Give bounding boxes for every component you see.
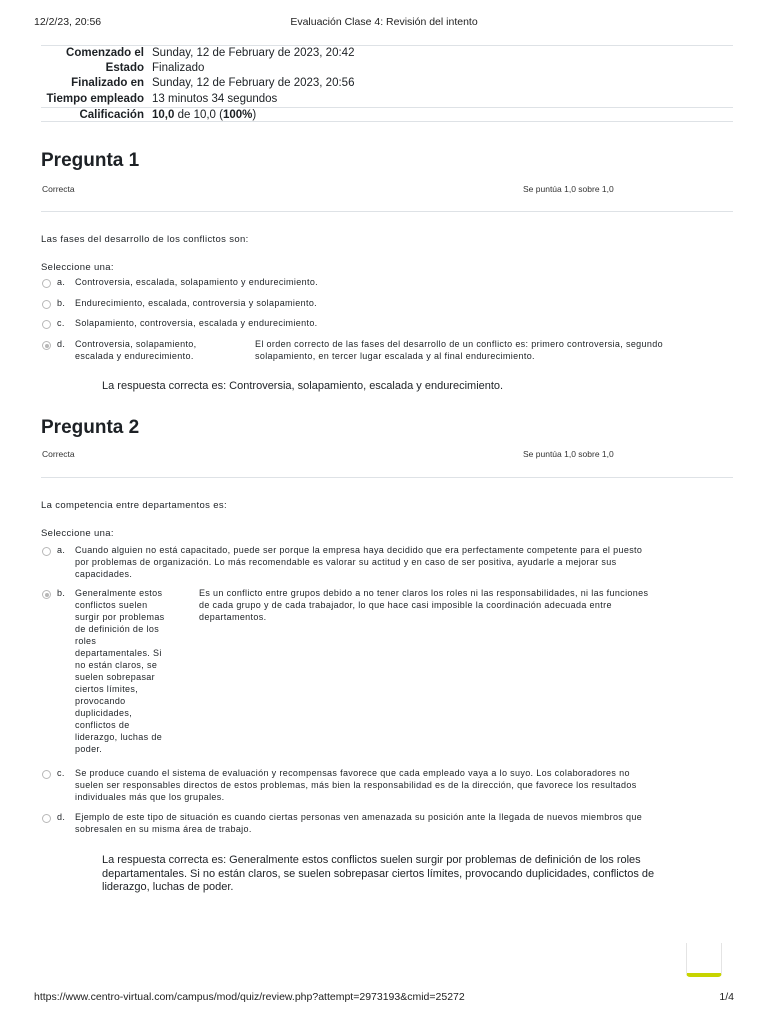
option-text: [75, 587, 195, 755]
correct-answer-line: La respuesta correcta es: Controversia, solapamiento, escalada y endurecimiento.: [102, 380, 504, 392]
question-heading: Pregunta 2: [41, 417, 140, 438]
correct-answer-feedback: [102, 380, 722, 394]
option-text-line: sobresalen en su misma área de trabajo.: [75, 824, 252, 834]
grade-middle-text: de 10,0 (: [174, 108, 223, 121]
radio-button[interactable]: [42, 279, 51, 288]
radio-button[interactable]: [42, 814, 51, 823]
option-text: [75, 767, 735, 803]
option-text-line: conflictos de: [75, 720, 130, 730]
question-state: Correcta: [42, 449, 75, 459]
option-letter: a.: [57, 545, 66, 555]
option-text-line: provocando: [75, 696, 126, 706]
option-text-line: conflictos suelen: [75, 600, 148, 610]
answer-prompt: Seleccione una:: [41, 262, 114, 273]
option-text-line: de definición de los: [75, 624, 160, 634]
answer-option-selected[interactable]: [41, 587, 733, 757]
page-url: https://www.centro-virtual.com/campus/mod/quiz/review.php?attempt=2973193&cmid=25272: [34, 991, 465, 1003]
option-text-line: Cuando alguien no está capacitado, puede ser porque la empresa haya decidido que era perfectamente competente para el puesto: [75, 545, 643, 555]
option-text-line: individuales más que los grupales.: [75, 792, 225, 802]
option-text: [75, 338, 255, 362]
feedback-line: Es un conflicto entre grupos debido a no tener claros los roles ni las responsabilidades, ni las funciones: [199, 588, 649, 598]
summary-label: Calificación: [79, 108, 144, 121]
answer-prompt: Seleccione una:: [41, 528, 114, 539]
question-text: Las fases del desarrollo de los conflictos son:: [41, 234, 249, 245]
answer-option[interactable]: [41, 276, 733, 290]
option-text-line: surgir por problemas: [75, 612, 165, 622]
question-grade: Se puntúa 1,0 sobre 1,0: [523, 184, 614, 194]
radio-button-selected[interactable]: [42, 341, 51, 350]
radio-button-selected[interactable]: [42, 590, 51, 599]
option-text-line: por problemas de organización. Lo más recomendable es valorar su actitud y en caso de ser positiva, ayudarle a mejorar sus: [75, 557, 617, 567]
feedback-line: de cada grupo y de cada trabajador, lo que hace casi imposible la coordinación adecuada entre: [199, 600, 612, 610]
print-page-title: Evaluación Clase 4: Revisión del intento: [290, 16, 478, 28]
correct-answer-line: liderazgo, luchas de poder.: [102, 881, 234, 893]
option-text-line: suelen ser responsables directos de estos problemas, más bien la responsabilidad es de la dirección, que favorece los resultados: [75, 780, 637, 790]
option-text: Endurecimiento, escalada, controversia y solapamiento.: [75, 298, 318, 308]
summary-row-grade: [41, 107, 733, 122]
answer-option-selected[interactable]: [41, 338, 733, 364]
option-letter: d.: [57, 812, 66, 822]
summary-value: Sunday, 12 de February de 2023, 20:56: [152, 77, 355, 90]
option-text: [75, 811, 735, 835]
grade-end-text: ): [252, 108, 257, 121]
option-letter: a.: [57, 277, 66, 287]
radio-button[interactable]: [42, 770, 51, 779]
option-text: Solapamiento, controversia, escalada y endurecimiento.: [75, 318, 318, 328]
attempt-summary-table: [41, 45, 733, 122]
summary-value: Finalizado: [152, 62, 205, 75]
option-text-line: Se produce cuando el sistema de evaluación y recompensas favorece que cada empleado vaya a lo suyo. Los colaboradores no: [75, 768, 630, 778]
summary-label: Comenzado el: [66, 47, 144, 59]
option-text-line: poder.: [75, 744, 103, 754]
option-feedback: [255, 338, 735, 362]
question-text: La competencia entre departamentos es:: [41, 500, 227, 511]
feedback-line: departamentos.: [199, 612, 267, 622]
option-text: Controversia, escalada, solapamiento y endurecimiento.: [75, 277, 319, 287]
option-text-line: Generalmente estos: [75, 588, 163, 598]
summary-label: Tiempo empleado: [46, 92, 144, 105]
summary-row-started: [41, 46, 733, 61]
option-text-line: Controversia, solapamiento,: [75, 339, 197, 349]
quiz-navigation-widget[interactable]: [686, 943, 722, 977]
page-number: 1/4: [719, 991, 734, 1003]
divider: [41, 211, 733, 212]
option-letter: c.: [57, 318, 65, 328]
option-text-line: no están claros, se: [75, 660, 158, 670]
radio-button[interactable]: [42, 547, 51, 556]
option-letter: d.: [57, 339, 66, 349]
question-grade: Se puntúa 1,0 sobre 1,0: [523, 449, 614, 459]
option-text: [75, 544, 735, 580]
answer-option[interactable]: [41, 767, 733, 803]
option-text-line: roles: [75, 636, 97, 646]
feedback-line: solapamiento, en tercer lugar escalada y al final endurecimiento.: [255, 351, 535, 361]
question-info: [41, 184, 733, 196]
answer-option[interactable]: [41, 317, 733, 331]
answer-option[interactable]: [41, 811, 733, 835]
print-footer: [34, 991, 734, 1007]
option-feedback: [199, 587, 733, 623]
grade-percent: 100%: [222, 108, 253, 121]
option-text-line: duplicidades,: [75, 708, 133, 718]
summary-value: [151, 108, 733, 121]
summary-row-time-taken: [41, 92, 733, 107]
question-state: Correcta: [42, 184, 75, 194]
summary-label: Finalizado en: [71, 77, 144, 90]
option-text-line: escalada y endurecimiento.: [75, 351, 194, 361]
feedback-line: El orden correcto de las fases del desarrollo de un conflicto es: primero controversia, segundo: [255, 339, 663, 349]
option-text-line: capacidades.: [75, 569, 133, 579]
radio-button[interactable]: [42, 300, 51, 309]
option-letter: c.: [57, 768, 65, 778]
option-letter: b.: [57, 298, 66, 308]
print-header: [34, 16, 734, 32]
summary-row-finished: [41, 76, 733, 91]
summary-value: Sunday, 12 de February de 2023, 20:42: [152, 47, 355, 59]
grade-score: 10,0: [152, 108, 175, 121]
summary-label: Estado: [105, 62, 144, 75]
summary-row-state: [41, 61, 733, 76]
radio-button[interactable]: [42, 320, 51, 329]
question-heading: Pregunta 1: [41, 150, 140, 171]
question-info: [41, 449, 733, 461]
summary-value: 13 minutos 34 segundos: [152, 92, 278, 105]
answer-option[interactable]: [41, 544, 733, 580]
option-text-line: liderazgo, luchas de: [75, 732, 163, 742]
option-text-line: Ejemplo de este tipo de situación es cuando ciertas personas ven amenazada su posición ante la llegada de nuevos miembros que: [75, 812, 643, 822]
print-datetime: 12/2/23, 20:56: [34, 16, 102, 28]
option-text-line: departamentales. Si: [75, 648, 162, 658]
correct-answer-feedback: [102, 854, 732, 895]
option-text-line: ciertos límites,: [75, 684, 139, 694]
correct-answer-line: La respuesta correcta es: Generalmente estos conflictos suelen surgir por problemas de definición de los roles: [102, 854, 641, 866]
divider: [41, 477, 733, 478]
correct-answer-line: departamentales. Si no están claros, se suelen sobrepasar ciertos límites, provocando duplicidades, conflictos de: [102, 867, 655, 880]
option-letter: b.: [57, 588, 66, 598]
answer-option[interactable]: [41, 297, 733, 311]
option-text-line: suelen sobrepasar: [75, 672, 155, 682]
